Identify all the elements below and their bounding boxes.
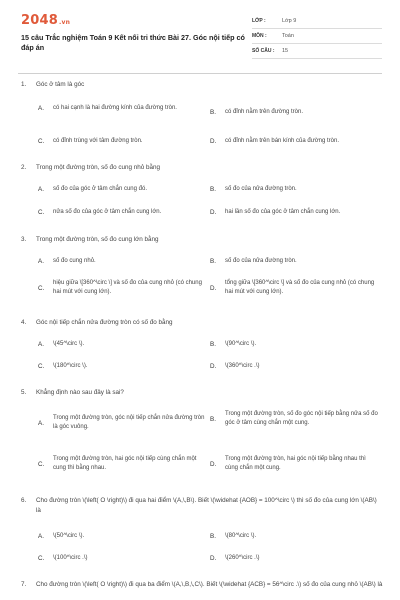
option-d[interactable] [210,208,390,217]
meta-value: Lớp 9 [282,18,297,24]
option-text: \(45^\circ \). [53,341,85,347]
option-letter: A. [38,105,44,112]
option-c[interactable] [38,137,208,146]
question-3 [21,235,383,310]
document-title: 15 câu Trắc nghiệm Toán 9 Kết nối tri thức Bài 27. Góc nội tiếp có đáp án [21,33,245,52]
option-text: có đỉnh nằm trên bán kính của đường tròn. [225,138,340,144]
option-letter: B. [210,258,216,265]
option-letter: D. [210,209,217,216]
option-d[interactable] [210,279,380,297]
option-c[interactable] [38,554,208,563]
page-header [0,0,400,70]
question-2 [21,163,383,223]
option-b[interactable] [210,108,380,117]
meta-key: MÔN : [252,33,267,39]
question-number: 5. [21,389,27,396]
option-c[interactable] [38,208,208,217]
question-stem [21,80,383,90]
logo-main: 2048 [21,13,58,28]
question-number: 6. [21,497,27,504]
option-letter: C. [38,284,45,292]
option-letter: A. [38,419,44,427]
option-letter: C. [38,209,45,216]
option-letter: C. [38,555,45,562]
question-text: Cho đường tròn \(\left( O \right)\) đi qua hai điểm \(A,\,B\). Biết \(\widehat {AOB} = 100^\circ \) thì số đo của cung lớn \(AB\) là [36,497,377,514]
option-a[interactable] [38,532,208,541]
option-letter: C. [38,363,45,370]
meta-row-count [252,44,382,59]
meta-value: Toán [282,33,294,39]
question-4 [21,318,383,378]
option-a[interactable] [38,185,208,194]
meta-row-class [252,14,382,29]
option-c[interactable] [38,362,208,371]
option-text: \(90^\circ \). [225,341,257,347]
option-b[interactable] [210,185,380,194]
option-b[interactable] [210,532,380,541]
question-stem [21,318,383,328]
option-c[interactable] [38,279,208,297]
option-letter: B. [210,109,216,116]
site-logo[interactable] [21,13,70,28]
option-text: \(260^\circ .\) [225,555,260,561]
option-d[interactable] [210,362,380,371]
option-text: \(180^\circ \). [53,363,88,369]
question-7 [21,580,383,600]
question-stem [21,388,383,398]
meta-key: SỐ CÂU : [252,48,275,54]
option-d[interactable] [210,455,380,473]
question-number: 4. [21,319,27,326]
option-text: Trong một đường tròn, hai góc nội tiếp bằng nhau thì cùng chắn một cung. [225,456,366,471]
option-text: số đo của góc ở tâm chắn cung đó. [53,186,147,192]
logo-suffix: .vn [58,19,71,26]
option-text: tổng giữa \[360^\circ \] và số đo của cung nhỏ (có chung hai mút với cung lớn). [225,280,375,295]
question-text: Trong một đường tròn, số đo cung nhỏ bằng [36,164,160,171]
option-a[interactable] [38,257,208,266]
option-text: số đo của nửa đường tròn. [225,186,297,192]
meta-key: LỚP : [252,18,266,24]
option-letter: C. [38,138,45,145]
option-d[interactable] [210,137,380,146]
option-text: Trong một đường tròn, góc nội tiếp chắn nửa đường tròn là góc vuông. [53,415,205,430]
option-text: nửa số đo của góc ở tâm chắn cung lớn. [53,209,162,215]
option-a[interactable] [38,340,208,349]
question-1 [21,80,383,150]
question-stem [21,580,383,590]
question-stem [21,235,383,245]
option-text: Trong một đường tròn, số đo góc nội tiếp bằng nửa số đo góc ở tâm cùng chắn một cung. [225,411,378,426]
question-text: Góc ở tâm là góc [36,81,85,88]
question-text: Cho đường tròn \(\left( O \right)\) đi qua ba điểm \(A,\,B,\,C\). Biết \(\widehat {ACB} = 56^\circ .\) số đo của cung nhỏ \(AB\) là [36,581,383,588]
option-text: có đỉnh trùng với tâm đường tròn. [53,138,143,144]
option-letter: D. [210,363,217,370]
option-b[interactable] [210,340,380,349]
header-divider [18,73,382,74]
question-number: 3. [21,236,27,243]
meta-row-subject [252,29,382,44]
option-letter: B. [210,341,216,348]
question-text: Trong một đường tròn, số đo cung lớn bằng [36,236,159,243]
option-letter: A. [38,533,44,540]
question-number: 1. [21,81,27,88]
option-b[interactable] [210,257,380,266]
option-d[interactable] [210,554,380,563]
option-letter: D. [210,284,217,292]
option-a[interactable] [38,104,208,113]
document-meta-table [252,14,382,59]
option-text: \(50^\circ \). [53,533,85,539]
option-text: \(100^\circ .\) [53,555,88,561]
option-text: có hai cạnh là hai đường kính của đường tròn. [53,105,177,111]
option-letter: B. [210,533,216,540]
option-text: Trong một đường tròn, hai góc nội tiếp cùng chắn một cung thì bằng nhau. [53,456,197,471]
option-b[interactable] [210,410,380,428]
option-text: số đo cung nhỏ. [53,258,96,264]
option-letter: D. [210,138,217,145]
option-letter: D. [210,555,217,562]
option-a[interactable] [38,414,208,432]
option-letter: B. [210,186,216,193]
meta-value: 15 [282,48,289,54]
option-c[interactable] [38,455,208,473]
question-text: Góc nội tiếp chắn nửa đường tròn có số đo bằng [36,319,173,326]
option-text: hai lần số đo của góc ở tâm chắn cung lớn. [225,209,341,215]
question-5 [21,388,383,488]
option-letter: A. [38,341,44,348]
option-letter: D. [210,460,217,468]
option-letter: A. [38,258,44,265]
question-stem [21,163,383,173]
option-letter: C. [38,460,45,468]
question-number: 2. [21,164,27,171]
question-text: Khẳng định nào sau đây là sai? [36,389,124,396]
question-stem [21,496,383,516]
option-letter: B. [210,415,216,423]
option-text: có đỉnh nằm trên đường tròn. [225,109,303,115]
option-text: \(360^\circ .\) [225,363,260,369]
question-number: 7. [21,581,27,588]
option-text: hiệu giữa \[360^\circ \] và số đo của cung nhỏ (có chung hai mút với cung lớn). [53,280,202,295]
option-letter: A. [38,186,44,193]
question-6 [21,496,383,572]
option-text: \(80^\circ \). [225,533,257,539]
option-text: số đo của nửa đường tròn. [225,258,297,264]
